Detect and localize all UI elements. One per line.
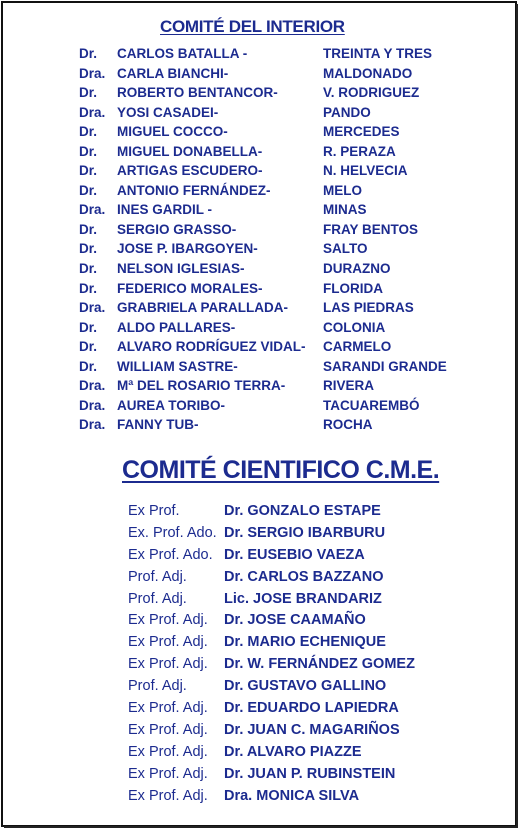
member-title: Dra.	[79, 397, 106, 413]
scientific-member-row	[0, 569, 518, 591]
member-title: Dra.	[79, 104, 106, 120]
scientific-members-list	[0, 503, 518, 809]
interior-member-row	[0, 378, 518, 398]
scientific-member-row	[0, 503, 518, 525]
interior-member-row	[0, 281, 518, 301]
member-name: Dr. GONZALO ESTAPE	[224, 503, 381, 519]
member-name: MIGUEL COCCO-	[117, 124, 228, 140]
member-name: ALVARO RODRÍGUEZ VIDAL-	[117, 339, 306, 355]
scientific-member-row	[0, 547, 518, 569]
member-title: Dr.	[79, 261, 98, 277]
member-name: Dr. EDUARDO LAPIEDRA	[224, 700, 399, 717]
member-title: Dr.	[79, 182, 98, 198]
member-title: Dr.	[79, 241, 98, 257]
member-city: FRAY BENTOS	[323, 221, 419, 237]
member-city: V. RODRIGUEZ	[323, 85, 420, 101]
scientific-member-row	[0, 788, 518, 810]
member-name: Dr. MARIO ECHENIQUE	[224, 634, 386, 651]
member-name: JOSE P. IBARGOYEN-	[117, 241, 258, 257]
interior-member-row	[0, 163, 518, 183]
member-rank: Ex. Prof. Ado.	[128, 524, 217, 541]
member-name: ROBERTO BENTANCOR-	[117, 85, 278, 101]
member-name: Dr. JOSE CAAMAÑO	[224, 612, 366, 629]
member-name: GRABRIELA PARALLADA-	[117, 300, 288, 316]
member-name: CARLA BIANCHI-	[117, 65, 229, 81]
member-city: SALTO	[323, 241, 368, 257]
member-rank: Ex Prof.	[128, 503, 180, 519]
member-rank: Ex Prof. Adj.	[128, 765, 208, 782]
member-name: WILLIAM SASTRE-	[117, 358, 238, 374]
interior-member-row	[0, 241, 518, 261]
member-title: Dr.	[79, 339, 98, 355]
scientific-member-row	[0, 766, 518, 788]
interior-member-row	[0, 66, 518, 86]
member-name: Dr. CARLOS BAZZANO	[224, 568, 384, 585]
interior-member-row	[0, 183, 518, 203]
member-name: Dra. MONICA SILVA	[224, 787, 360, 804]
member-name: FEDERICO MORALES-	[117, 280, 263, 296]
member-name: Mª DEL ROSARIO TERRA-	[117, 378, 286, 394]
interior-member-row	[0, 124, 518, 144]
member-name: SERGIO GRASSO-	[117, 221, 237, 237]
scientific-member-row	[0, 744, 518, 766]
member-city: FLORIDA	[323, 280, 383, 296]
member-title: Dr.	[79, 46, 98, 61]
member-city: SARANDI GRANDE	[323, 358, 447, 374]
member-title: Dr.	[79, 143, 98, 159]
member-name: YOSI CASADEI-	[117, 104, 219, 120]
member-name: ALDO PALLARES-	[117, 319, 236, 335]
member-title: Dr.	[79, 85, 98, 101]
member-city: MELO	[323, 182, 362, 198]
member-rank: Ex Prof. Adj.	[128, 721, 208, 738]
scientific-member-row	[0, 722, 518, 744]
scientific-member-row	[0, 612, 518, 634]
interior-member-row	[0, 359, 518, 379]
member-city: ROCHA	[323, 417, 373, 433]
member-city: COLONIA	[323, 319, 386, 335]
interior-committee-title: COMITÉ DEL INTERIOR	[160, 17, 345, 36]
interior-member-row	[0, 320, 518, 340]
scientific-member-row	[0, 700, 518, 722]
member-title: Dra.	[79, 300, 106, 316]
member-name: Dr. SERGIO IBARBURU	[224, 524, 386, 541]
member-name: INES GARDIL -	[117, 202, 213, 218]
interior-member-row	[0, 46, 518, 66]
member-title: Dra.	[79, 378, 106, 394]
member-name: Dr. JUAN C. MAGARIÑOS	[224, 721, 400, 738]
member-city: N. HELVECIA	[323, 163, 408, 179]
member-title: Dr.	[79, 319, 98, 335]
interior-member-row	[0, 417, 518, 437]
scientific-member-row	[0, 525, 518, 547]
member-rank: Ex Prof. Adj.	[128, 743, 208, 760]
member-name: ARTIGAS ESCUDERO-	[117, 163, 263, 179]
member-rank: Ex Prof. Ado.	[128, 546, 213, 563]
member-name: Dr. GUSTAVO GALLINO	[224, 678, 387, 695]
member-name: Dr. ALVARO PIAZZE	[224, 743, 362, 760]
interior-member-row	[0, 398, 518, 418]
member-title: Dra.	[79, 202, 106, 218]
interior-member-row	[0, 105, 518, 125]
interior-member-row	[0, 222, 518, 242]
member-rank: Ex Prof. Adj.	[128, 634, 208, 651]
member-rank: Prof. Adj.	[128, 568, 187, 585]
member-city: MERCEDES	[323, 124, 400, 140]
member-title: Dr.	[79, 280, 98, 296]
interior-member-row	[0, 300, 518, 320]
member-title: Dr.	[79, 221, 98, 237]
scientific-committee-title: COMITÉ CIENTIFICO C.M.E.	[122, 456, 440, 484]
member-rank: Ex Prof. Adj.	[128, 612, 208, 629]
interior-member-row	[0, 144, 518, 164]
member-name: AUREA TORIBO-	[117, 397, 225, 413]
interior-member-row	[0, 261, 518, 281]
member-city: TACUAREMBÓ	[323, 397, 420, 413]
member-title: Dr.	[79, 358, 98, 374]
member-rank: Prof. Adj.	[128, 678, 187, 695]
interior-member-row	[0, 85, 518, 105]
member-city: LAS PIEDRAS	[323, 300, 414, 316]
member-city: CARMELO	[323, 339, 392, 355]
interior-members-list	[0, 46, 518, 437]
scientific-member-row	[0, 634, 518, 656]
member-title: Dr.	[79, 124, 98, 140]
member-city: MALDONADO	[323, 65, 413, 81]
member-title: Dr.	[79, 163, 98, 179]
member-name: Dr. W. FERNÁNDEZ GOMEZ	[224, 656, 415, 673]
scientific-member-row	[0, 591, 518, 613]
member-name: Lic. JOSE BRANDARIZ	[224, 590, 382, 607]
member-name: ANTONIO FERNÁNDEZ-	[117, 182, 271, 198]
interior-member-row	[0, 339, 518, 359]
member-rank: Prof. Adj.	[128, 590, 187, 607]
member-city: RIVERA	[323, 378, 375, 394]
member-name: Dr. JUAN P. RUBINSTEIN	[224, 765, 396, 782]
member-rank: Ex Prof. Adj.	[128, 656, 208, 673]
member-city: PANDO	[323, 104, 371, 120]
member-city: R. PERAZA	[323, 143, 396, 159]
member-name: MIGUEL DONABELLA-	[117, 143, 263, 159]
interior-member-row	[0, 202, 518, 222]
member-city: MINAS	[323, 202, 367, 218]
member-city: TREINTA Y TRES	[323, 46, 433, 61]
member-rank: Ex Prof. Adj.	[128, 787, 208, 804]
member-title: Dra.	[79, 417, 106, 433]
member-rank: Ex Prof. Adj.	[128, 700, 208, 717]
scientific-member-row	[0, 678, 518, 700]
member-name: Dr. EUSEBIO VAEZA	[224, 546, 365, 563]
member-name: FANNY TUB-	[117, 417, 199, 433]
scientific-member-row	[0, 656, 518, 678]
member-city: DURAZNO	[323, 261, 391, 277]
member-name: CARLOS BATALLA -	[117, 46, 248, 61]
member-title: Dra.	[79, 65, 106, 81]
member-name: NELSON IGLESIAS-	[117, 261, 245, 277]
